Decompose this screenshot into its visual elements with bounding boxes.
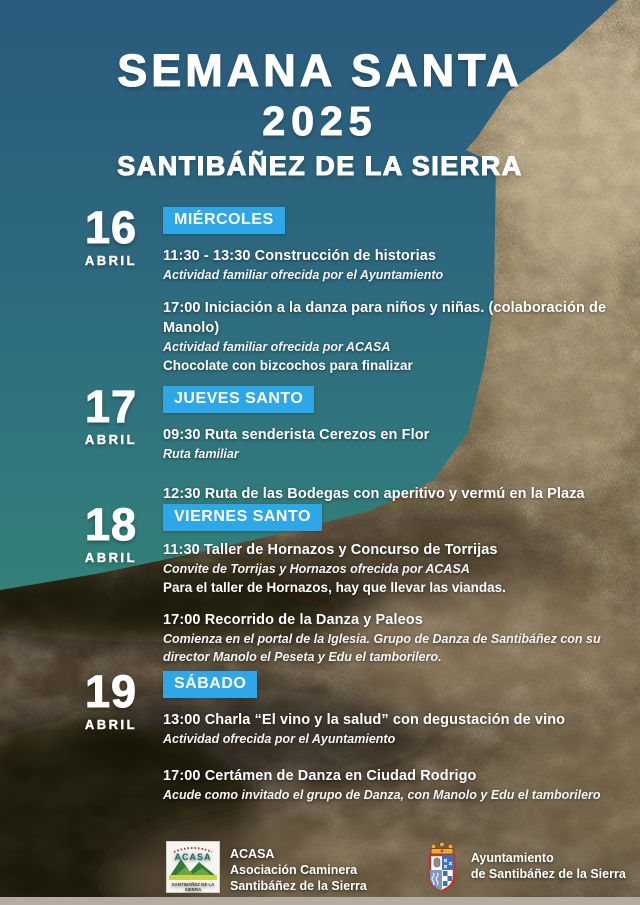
event-note: Convite de Torrijas y Hornazos ofrecida por ACASA <box>163 562 470 576</box>
event <box>163 710 638 748</box>
event-extra: Chocolate con bizcochos para finalizar <box>163 358 413 373</box>
event-title: 11:30 - 13:30 Construcción de historias <box>163 248 437 264</box>
event-title: 17:00 Recorrido de la Danza y Paleos <box>163 612 423 628</box>
event <box>163 766 638 804</box>
day-number: 19 <box>84 666 138 717</box>
acasa-text <box>230 846 367 894</box>
title-place: SANTIBÁÑEZ DE LA SIERRA <box>117 151 523 181</box>
event-title: 12:30 Ruta de las Bodegas con aperitivo y vermú en la Plaza <box>163 486 585 502</box>
event-extra: Para el taller de Hornazos, hay que llevar las viandas. <box>163 580 506 595</box>
event <box>163 610 638 666</box>
day-events <box>163 504 638 680</box>
day-date <box>52 202 170 268</box>
event-note: Actividad ofrecida por el Ayuntamiento <box>163 732 396 746</box>
day-month: ABRIL <box>84 431 138 447</box>
acasa-line1: ACASA <box>230 847 275 861</box>
event-title: 17:00 Certámen de Danza en Ciudad Rodrigo <box>163 768 477 784</box>
event-title: 13:00 Charla “El vino y la salud” con degustación de vino <box>163 712 566 728</box>
event-note: Ruta familiar <box>163 447 239 461</box>
event <box>163 484 638 504</box>
title-year: 2025 <box>262 98 378 144</box>
event-note: Comienza en el portal de la Iglesia. Grupo de Danza de Santibáñez con su director Manolo el Peseta y Edu el tamborilero. <box>163 632 601 664</box>
ayuntamiento-crest-icon <box>423 841 461 900</box>
day-month: ABRIL <box>84 252 138 268</box>
day-badge: SÁBADO <box>163 671 257 698</box>
day-number: 16 <box>84 202 138 253</box>
event-note: Actividad familiar ofrecida por ACASA <box>163 340 391 354</box>
day-badge: VIERNES SANTO <box>163 504 322 531</box>
title-line1: SEMANA SANTA <box>117 45 523 96</box>
day-number: 18 <box>84 499 138 550</box>
acasa-logo-word: ACASA <box>174 852 212 862</box>
acasa-logo-icon <box>166 841 220 898</box>
day-number: 17 <box>84 381 138 432</box>
day-events <box>163 671 638 818</box>
event-note: Actividad familiar ofrecida por el Ayuntamiento <box>163 268 444 282</box>
day-events <box>163 386 638 518</box>
event-note: Acude como invitado el grupo de Danza, con Manolo y Edu el tamborilero <box>163 788 601 802</box>
poster-header <box>0 45 640 181</box>
day-month: ABRIL <box>84 716 138 732</box>
day-badge: JUEVES SANTO <box>163 386 314 413</box>
event <box>163 425 638 463</box>
day-month: ABRIL <box>84 549 138 565</box>
footer <box>166 841 626 900</box>
day-date <box>52 499 170 565</box>
ayuntamiento-line1: Ayuntamiento <box>470 851 554 865</box>
event-title: 17:00 Iniciación a la danza para niños y niñas. (colaboración de Manolo) <box>163 300 607 336</box>
acasa-logo-caption1: SANTIBÁÑEZ DE LA <box>171 882 215 887</box>
event <box>163 298 638 375</box>
ayuntamiento-text <box>471 850 626 882</box>
day-date <box>52 381 170 447</box>
event-title: 11:30 Taller de Hornazos y Concurso de Torrijas <box>163 542 498 558</box>
day-date <box>52 666 170 732</box>
acasa-line2: Asociación Caminera <box>230 863 358 877</box>
day-events <box>163 207 638 389</box>
event <box>163 246 638 284</box>
acasa-logo-caption2: SIERRA <box>184 887 202 892</box>
acasa-line3: Santibáñez de la Sierra <box>230 879 367 893</box>
day-badge: MIÉRCOLES <box>163 207 285 234</box>
event-title: 09:30 Ruta senderista Cerezos en Flor <box>163 427 430 443</box>
event <box>163 540 638 597</box>
ayuntamiento-line2: de Santibáñez de la Sierra <box>470 867 626 881</box>
